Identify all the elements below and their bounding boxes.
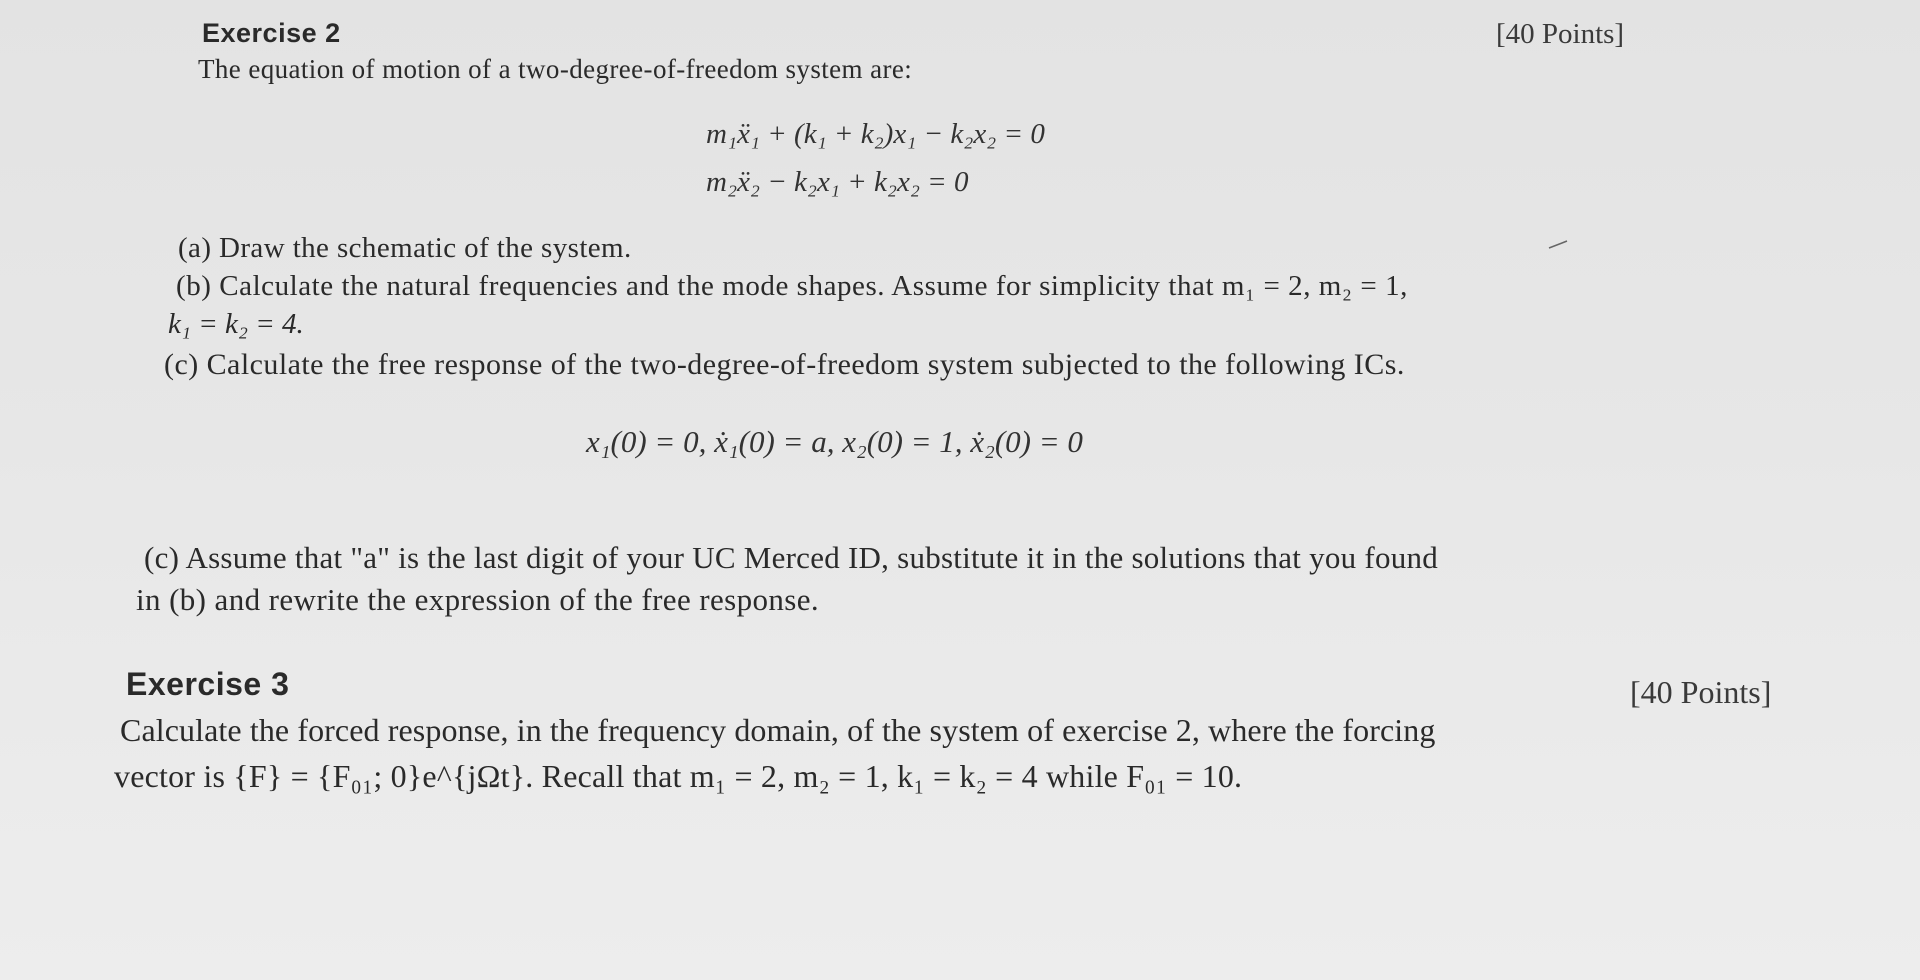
- exercise-3-line-2: vector is {F} = {F₀₁; 0}e^{jΩt}. Recall that m₁ = 2, m₂ = 1, k₁ = k₂ = 4 while F₀₁ = 10.: [114, 758, 1243, 794]
- part-c2-line-2: in (b) and rewrite the expression of the free response.: [136, 582, 820, 617]
- part-b-line-1: (b) Calculate the natural frequencies and the mode shapes. Assume for simplicity that m₁ = 2, m₂ = 1,: [176, 270, 1408, 302]
- part-c2-line-1: (c) Assume that "a" is the last digit of your UC Merced ID, substitute it in the solutions that you found: [144, 540, 1438, 575]
- exercise-3-points: [40 Points]: [1630, 674, 1772, 710]
- part-a: (a) Draw the schematic of the system.: [178, 232, 632, 264]
- exercise-3-title: Exercise 3: [126, 666, 290, 702]
- exercise-2-intro: The equation of motion of a two-degree-of-freedom system are:: [198, 54, 913, 84]
- exercise-2-points: [40 Points]: [1496, 18, 1625, 50]
- exercise-3-line-1: Calculate the forced response, in the frequency domain, of the system of exercise 2, where the forcing: [120, 712, 1436, 748]
- equation-1: m₁ẍ₁ + (k₁ + k₂)x₁ − k₂x₂ = 0: [706, 118, 1045, 150]
- equation-2: m₂ẍ₂ − k₂x₁ + k₂x₂ = 0: [706, 166, 969, 198]
- exercise-2-title: Exercise 2: [202, 18, 341, 48]
- pen-tick-mark: [1548, 240, 1568, 250]
- initial-conditions: x₁(0) = 0, ẋ₁(0) = a, x₂(0) = 1, ẋ₂(0) = 0: [586, 424, 1083, 459]
- part-b-line-2: k₁ = k₂ = 4.: [168, 308, 304, 340]
- part-c: (c) Calculate the free response of the two-degree-of-freedom system subjected to the following ICs.: [164, 348, 1405, 381]
